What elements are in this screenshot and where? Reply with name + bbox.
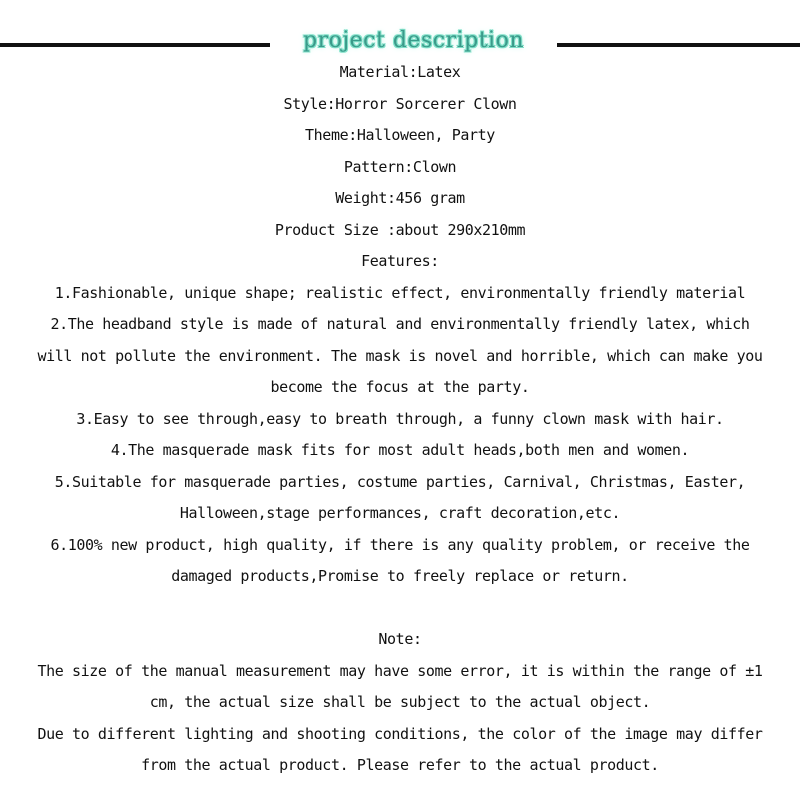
note-line: The size of the manual measurement may have some error, it is within the range of ±1: [37, 661, 763, 680]
spec-style: Style:Horror Sorcerer Clown: [283, 94, 517, 113]
header-divider-left: [0, 43, 270, 47]
section-header: [0, 24, 800, 58]
note-line: cm, the actual size shall be subject to the actual object.: [149, 693, 651, 711]
feature-line: 5.Suitable for masquerade parties, costume parties, Carnival, Christmas, Easter,: [54, 472, 746, 491]
feature-line: 4.The masquerade mask fits for most adult heads,both men and women.: [110, 441, 690, 459]
note-line: Due to different lighting and shooting conditions, the color of the image may differ: [37, 724, 763, 743]
note-heading: Note:: [378, 630, 422, 648]
section-spacer: [14, 593, 786, 625]
feature-line: 1.Fashionable, unique shape; realistic effect, environmentally friendly material: [54, 283, 746, 302]
feature-line: damaged products,Promise to freely replace or return.: [171, 567, 629, 585]
feature-line: 2.The headband style is made of natural and environmentally friendly latex, which: [50, 315, 750, 333]
spec-theme: Theme:Halloween, Party: [305, 126, 495, 144]
features-heading: Features:: [361, 252, 439, 270]
spec-product-size: Product Size :about 290x210mm: [274, 220, 526, 239]
description-body: [14, 57, 786, 782]
section-title: project description: [303, 28, 524, 53]
feature-line: become the focus at the party.: [270, 378, 530, 396]
title-container: [270, 24, 557, 58]
feature-line: 6.100% new product, high quality, if there is any quality problem, or receive the: [50, 535, 750, 554]
feature-line: Halloween,stage performances, craft decoration,etc.: [179, 504, 621, 522]
spec-material: Material:Latex: [339, 63, 461, 81]
spec-pattern: Pattern:Clown: [343, 157, 457, 176]
note-line: from the actual product. Please refer to the actual product.: [141, 756, 659, 774]
header-divider-right: [557, 43, 800, 47]
spec-weight: Weight:456 gram: [335, 189, 465, 207]
feature-line: 3.Easy to see through,easy to breath through, a funny clown mask with hair.: [76, 409, 724, 428]
feature-line: will not pollute the environment. The mask is novel and horrible, which can make you: [37, 346, 763, 365]
